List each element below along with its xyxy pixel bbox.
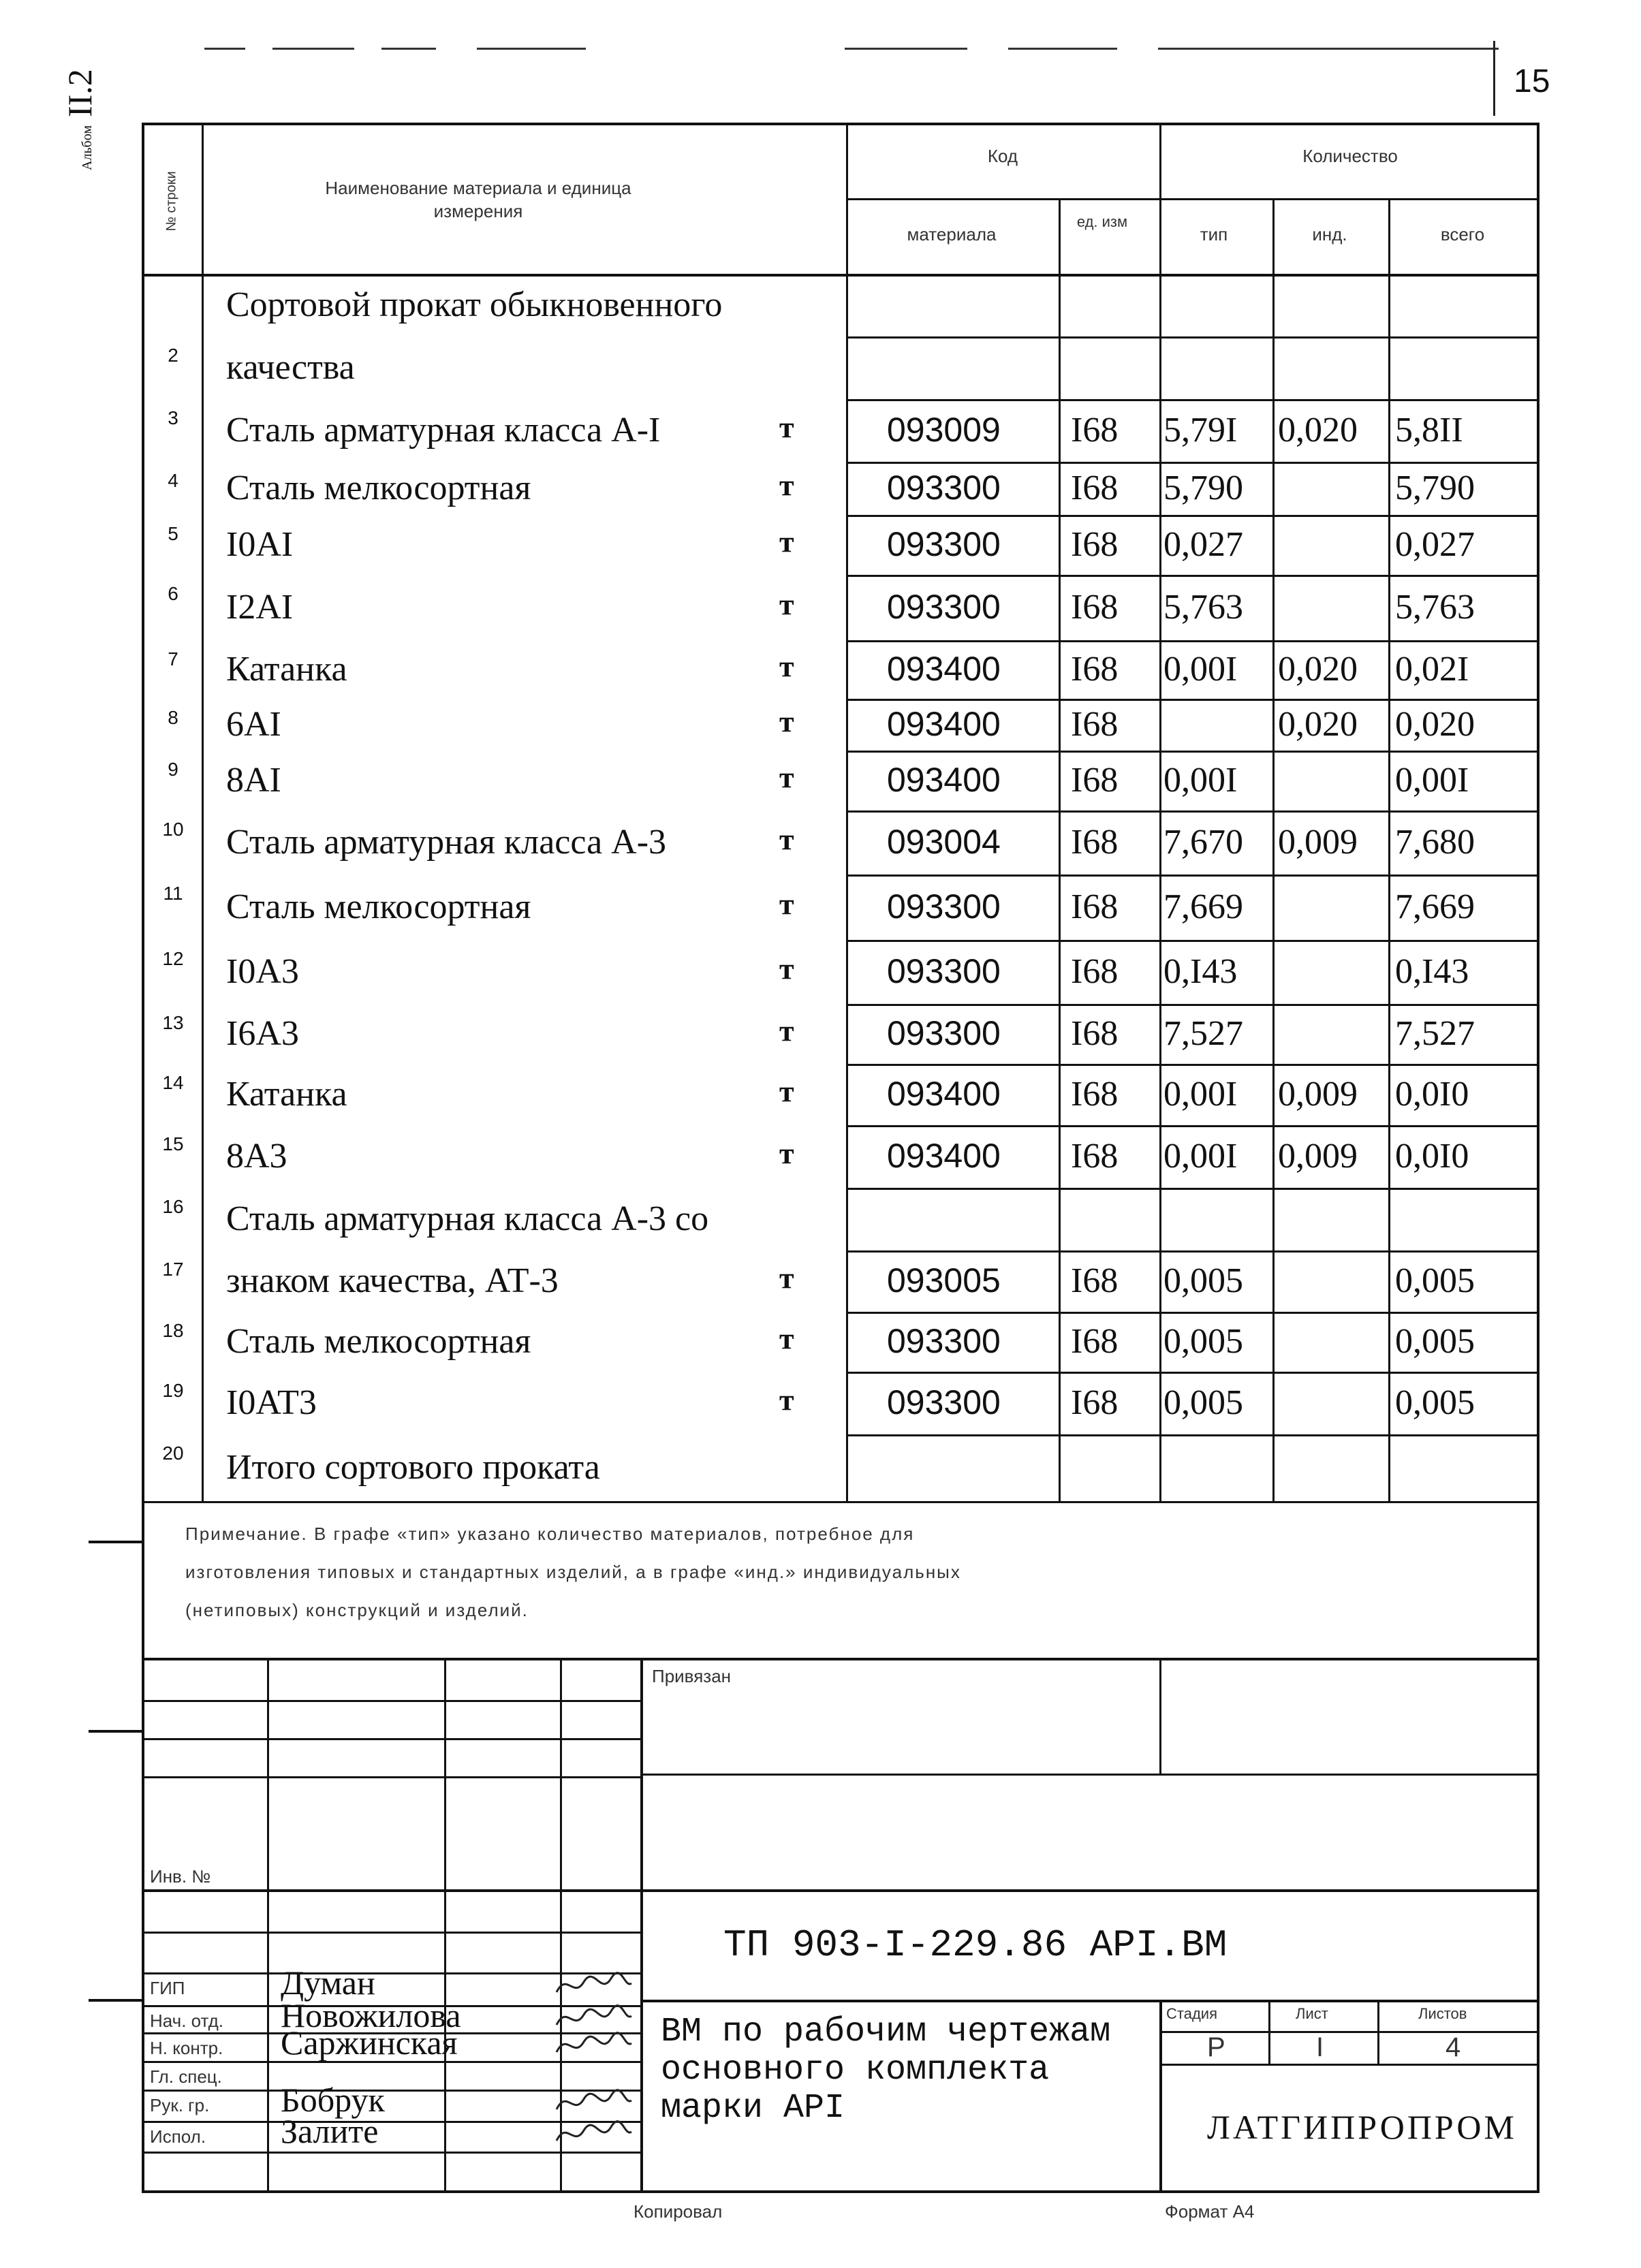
cell-meas: I68	[1071, 1383, 1119, 1422]
stamp-line	[144, 1932, 640, 1934]
stamp-line	[1377, 2000, 1379, 2064]
cell-tip: 0,027	[1163, 525, 1243, 564]
cell-ind: 0,020	[1278, 411, 1358, 450]
cell-name: I0AI	[226, 525, 294, 564]
signature-role: Н. контр.	[150, 2038, 223, 2058]
row-number: 13	[162, 1012, 184, 1033]
stamp-col-stage: Стадия	[1166, 2005, 1217, 2022]
stamp-line	[640, 1658, 643, 2193]
cell-code: 093300	[887, 469, 1001, 507]
cell-name: Катанка	[226, 1075, 347, 1114]
cell-code: 093300	[887, 525, 1001, 563]
cell-name: Сталь арматурная класса А-3	[226, 823, 667, 862]
cell-code: 093400	[887, 705, 1001, 743]
cell-unit: т	[779, 823, 794, 856]
row-line	[846, 336, 1540, 338]
cell-total: 0,005	[1395, 1383, 1475, 1422]
cell-meas: I68	[1071, 525, 1119, 564]
row-line	[846, 1434, 1540, 1436]
row-line	[846, 1250, 1540, 1253]
row-line	[846, 462, 1540, 464]
signature-role: ГИП	[150, 1978, 185, 1998]
stamp-sheet: I	[1316, 2032, 1324, 2062]
row-line	[846, 640, 1540, 642]
cell-meas: I68	[1071, 411, 1119, 450]
album-label-main: II.2	[61, 69, 99, 117]
cell-tip: 7,527	[1163, 1014, 1243, 1053]
row-line	[846, 699, 1540, 701]
cell-name: 6AI	[226, 705, 281, 744]
row-line	[846, 875, 1540, 877]
frame-mark	[1158, 48, 1499, 50]
header-code-group: Код	[987, 146, 1018, 166]
page-number: 15	[1514, 63, 1550, 99]
signature-name: Думан	[281, 1964, 375, 2002]
cell-meas: I68	[1071, 1322, 1119, 1361]
row-line	[846, 399, 1540, 401]
cell-total: 7,527	[1395, 1014, 1475, 1053]
grid-line	[1388, 198, 1390, 1501]
signature-scribble	[553, 1968, 635, 2002]
cell-name: I0AT3	[226, 1383, 317, 1422]
cell-name: I0A3	[226, 952, 299, 991]
frame-mark	[477, 48, 586, 50]
stamp-line	[1159, 1658, 1161, 1774]
stamp-line	[1268, 2000, 1270, 2064]
stamp-line	[144, 1738, 640, 1740]
cell-name: I6A3	[226, 1014, 299, 1053]
cell-code: 093300	[887, 887, 1001, 926]
frame-mark	[381, 48, 436, 50]
doc-code: ТП 903-I-229.86 АРI.ВМ	[723, 1923, 1228, 1967]
cell-tip: 0,005	[1163, 1261, 1243, 1300]
row-line	[846, 1004, 1540, 1006]
row-number: 9	[168, 759, 178, 780]
page-number-frame	[1493, 41, 1495, 116]
cell-total: 0,005	[1395, 1322, 1475, 1361]
note-line: изготовления типовых и стандартных изделий, а в графе «инд.» индивидуальных	[185, 1562, 961, 1582]
footer-format: Формат А4	[1165, 2201, 1255, 2222]
cell-name: Сталь арматурная класса А-3 со	[226, 1199, 709, 1238]
margin-tick	[89, 1541, 143, 1543]
row-number: 3	[168, 407, 178, 428]
cell-name: качества	[226, 348, 355, 387]
cell-code: 093004	[887, 823, 1001, 861]
row-number: 4	[168, 470, 178, 491]
row-number: 8	[168, 707, 178, 728]
cell-name: Сталь мелкосортная	[226, 887, 531, 926]
cell-code: 093400	[887, 1075, 1001, 1113]
frame-mark	[272, 48, 354, 50]
grid-line	[144, 1501, 1540, 1503]
cell-meas: I68	[1071, 1137, 1119, 1176]
cell-total: 0,027	[1395, 525, 1475, 564]
margin-tick	[89, 1999, 143, 2002]
row-line	[846, 1372, 1540, 1374]
organization: ЛАТГИПРОПРОМ	[1207, 2108, 1517, 2146]
row-line	[846, 575, 1540, 577]
album-label	[60, 0, 101, 170]
cell-unit: т	[779, 1261, 794, 1295]
cell-tip: 5,790	[1163, 469, 1243, 507]
row-number: 20	[162, 1443, 184, 1464]
header-qty-total: всего	[1440, 224, 1485, 245]
stamp-line	[144, 1658, 1540, 1660]
cell-code: 093005	[887, 1261, 1001, 1300]
cell-tip: 7,669	[1163, 887, 1243, 926]
grid-line	[846, 125, 848, 1501]
stamp-line	[1159, 2000, 1162, 2193]
doc-title-line: ВМ по рабочим чертежам	[661, 2013, 1111, 2051]
cell-meas: I68	[1071, 650, 1119, 689]
row-line	[846, 940, 1540, 942]
cell-meas: I68	[1071, 469, 1119, 507]
margin-tick	[89, 1730, 143, 1733]
grid-line	[1159, 125, 1161, 1501]
signature-scribble	[553, 2028, 635, 2062]
cell-unit: т	[779, 952, 794, 986]
row-line	[846, 1312, 1540, 1314]
cell-total: 5,8II	[1395, 411, 1463, 450]
signature-role: Гл. спец.	[150, 2066, 222, 2087]
row-number: 12	[162, 948, 184, 969]
cell-unit: т	[779, 1322, 794, 1355]
cell-tip: 0,00I	[1163, 761, 1238, 800]
cell-name: Итого сортового проката	[226, 1448, 600, 1487]
document-sheet	[142, 123, 1540, 2193]
cell-unit: т	[779, 588, 794, 621]
stamp-line	[640, 1774, 1540, 1776]
cell-total: 5,763	[1395, 588, 1475, 627]
cell-name: Сортовой прокат обыкновенного	[226, 285, 723, 324]
row-number: 6	[168, 583, 178, 604]
grid-line	[1059, 198, 1061, 1501]
row-number: 2	[168, 345, 178, 366]
cell-total: 7,669	[1395, 887, 1475, 926]
cell-meas: I68	[1071, 823, 1119, 862]
cell-name: I2AI	[226, 588, 294, 627]
row-number: 19	[162, 1380, 184, 1401]
cell-code: 093009	[887, 411, 1001, 449]
grid-line	[202, 125, 204, 1501]
cell-tip: 5,79I	[1163, 411, 1238, 450]
row-number: 17	[162, 1259, 184, 1280]
cell-total: 7,680	[1395, 823, 1475, 862]
stamp-line	[1159, 2064, 1540, 2066]
row-number: 10	[162, 819, 184, 840]
header-row-no: № строки	[163, 171, 179, 232]
note-line: Примечание. В графе «тип» указано количество материалов, потребное для	[185, 1524, 915, 1544]
cell-tip: 0,00I	[1163, 1075, 1238, 1114]
cell-unit: т	[779, 650, 794, 683]
cell-ind: 0,009	[1278, 1137, 1358, 1176]
cell-meas: I68	[1071, 1075, 1119, 1114]
cell-meas: I68	[1071, 588, 1119, 627]
cell-code: 093300	[887, 588, 1001, 626]
note	[185, 1515, 1480, 1629]
doc-title-line: марки АРI	[661, 2089, 845, 2128]
stamp-inv-no: Инв. №	[150, 1866, 211, 1887]
cell-name: Катанка	[226, 650, 347, 689]
row-number: 11	[163, 883, 183, 904]
stamp-line	[144, 2152, 640, 2154]
cell-total: 0,020	[1395, 705, 1475, 744]
header-code-material: материала	[907, 224, 997, 245]
signature-role: Испол.	[150, 2126, 206, 2147]
cell-tip: 0,00I	[1163, 650, 1238, 689]
grid-line	[144, 274, 1540, 277]
note-line: (нетиповых) конструкций и изделий.	[185, 1600, 529, 1620]
cell-ind: 0,009	[1278, 1075, 1358, 1114]
cell-name: 8AI	[226, 761, 281, 800]
row-line	[846, 1125, 1540, 1127]
cell-total: 5,790	[1395, 469, 1475, 507]
cell-name: знаком качества, АТ-3	[226, 1261, 559, 1300]
cell-meas: I68	[1071, 761, 1119, 800]
cell-name: Сталь мелкосортная	[226, 469, 531, 507]
cell-code: 093400	[887, 650, 1001, 688]
stamp-stage: Р	[1207, 2032, 1225, 2062]
cell-unit: т	[779, 1383, 794, 1417]
header-qty-type: тип	[1200, 224, 1228, 245]
stamp-sheets: 4	[1445, 2032, 1461, 2062]
cell-tip: 0,I43	[1163, 952, 1238, 991]
row-number: 18	[162, 1320, 184, 1341]
frame-mark	[1008, 48, 1117, 50]
cell-unit: т	[779, 887, 794, 921]
row-number: 5	[168, 523, 178, 544]
cell-code: 093300	[887, 1383, 1001, 1421]
cell-meas: I68	[1071, 1261, 1119, 1300]
stamp-col-sheet: Лист	[1296, 2005, 1328, 2022]
cell-total: 0,I43	[1395, 952, 1469, 991]
stamp-line	[144, 1700, 640, 1702]
cell-name: 8A3	[226, 1137, 287, 1176]
cell-tip: 5,763	[1163, 588, 1243, 627]
row-line	[846, 751, 1540, 753]
header-qty-group: Количество	[1302, 146, 1398, 166]
signature-name: Бобрук	[281, 2081, 385, 2119]
cell-ind: 0,020	[1278, 705, 1358, 744]
cell-code: 093400	[887, 1137, 1001, 1175]
signature-role: Нач. отд.	[150, 2011, 223, 2031]
frame-mark	[845, 48, 967, 50]
cell-total: 0,00I	[1395, 761, 1469, 800]
row-line	[846, 810, 1540, 813]
cell-meas: I68	[1071, 887, 1119, 926]
cell-meas: I68	[1071, 705, 1119, 744]
cell-unit: т	[779, 1075, 794, 1108]
cell-tip: 0,005	[1163, 1383, 1243, 1422]
row-number: 7	[168, 648, 178, 670]
doc-title-line: основного комплекта	[661, 2051, 1050, 2090]
header-code-unit: ед. изм	[1076, 213, 1128, 230]
stamp-col-sheets: Листов	[1418, 2005, 1467, 2022]
signature-role: Рук. гр.	[150, 2095, 210, 2115]
cell-code: 093400	[887, 761, 1001, 799]
signature-name: Саржинская	[281, 2023, 458, 2062]
footer-copied: Копировал	[634, 2201, 723, 2222]
row-line	[846, 515, 1540, 517]
header-name: Наименование материала и единица измерения	[325, 178, 631, 221]
cell-ind: 0,020	[1278, 650, 1358, 689]
row-number: 15	[162, 1133, 184, 1154]
cell-code: 093300	[887, 1014, 1001, 1052]
cell-tip: 0,00I	[1163, 1137, 1238, 1176]
cell-total: 0,005	[1395, 1261, 1475, 1300]
cell-name: Сталь арматурная класса А-I	[226, 411, 661, 450]
cell-unit: т	[779, 1014, 794, 1048]
cell-meas: I68	[1071, 1014, 1119, 1053]
cell-unit: т	[779, 411, 794, 444]
cell-unit: т	[779, 1137, 794, 1170]
signature-scribble	[553, 2085, 635, 2120]
cell-meas: I68	[1071, 952, 1119, 991]
stamp-privyazan: Привязан	[652, 1666, 732, 1686]
cell-code: 093300	[887, 952, 1001, 990]
cell-unit: т	[779, 469, 794, 502]
cell-unit: т	[779, 761, 794, 794]
cell-unit: т	[779, 525, 794, 558]
signature-scribble	[553, 2117, 635, 2151]
cell-total: 0,0I0	[1395, 1137, 1469, 1176]
row-number: 16	[162, 1196, 184, 1217]
stamp-line	[144, 1889, 1540, 1892]
stamp-line	[640, 2000, 1540, 2002]
cell-total: 0,0I0	[1395, 1075, 1469, 1114]
grid-line	[846, 198, 1540, 200]
row-line	[846, 1064, 1540, 1066]
row-line	[846, 1188, 1540, 1190]
header-qty-ind: инд.	[1312, 224, 1347, 245]
album-label-small: Альбом	[80, 125, 95, 170]
stamp-line	[144, 1776, 640, 1778]
cell-ind: 0,009	[1278, 823, 1358, 862]
cell-code: 093300	[887, 1322, 1001, 1360]
signature-name: Залите	[281, 2112, 379, 2150]
cell-name: Сталь мелкосортная	[226, 1322, 531, 1361]
doc-title	[661, 2013, 1110, 2128]
cell-tip: 7,670	[1163, 823, 1243, 862]
cell-unit: т	[779, 705, 794, 738]
signature-name: Новожилова	[281, 1996, 461, 2034]
frame-mark	[204, 48, 245, 50]
cell-total: 0,02I	[1395, 650, 1469, 689]
cell-tip: 0,005	[1163, 1322, 1243, 1361]
row-number: 14	[162, 1072, 184, 1093]
grid-line	[1272, 198, 1275, 1501]
